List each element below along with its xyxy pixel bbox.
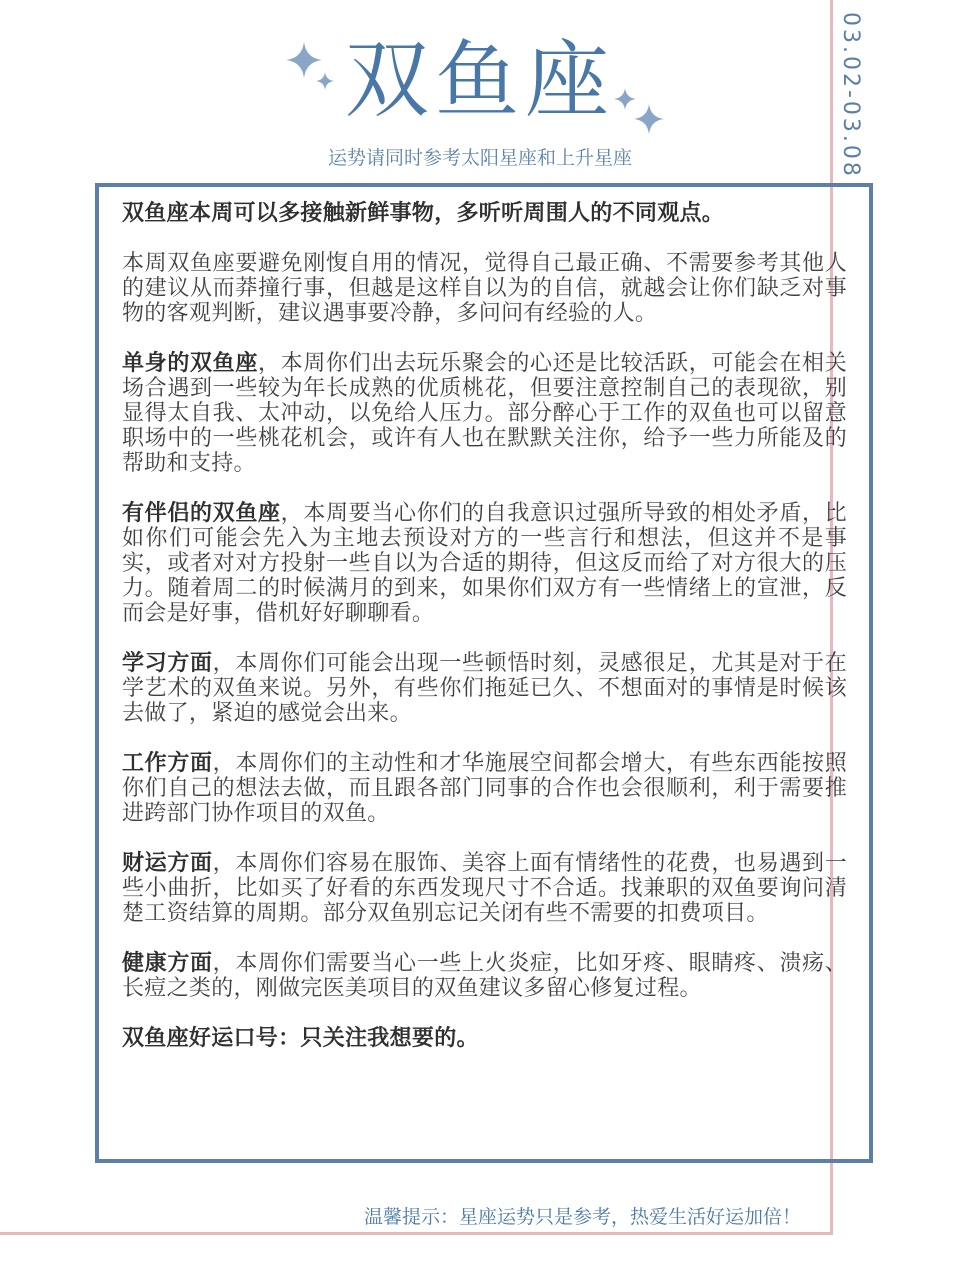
section-label: 有伴侣的双鱼座	[122, 501, 281, 526]
section-label: 工作方面	[122, 751, 213, 776]
intro-text: 双鱼座本周可以多接触新鲜事物，多听听周围人的不同观点。	[122, 201, 725, 226]
section-text: ，本周你们需要当心一些上火炎症，比如牙疼、眼睛疼、溃疡、长痘之类的，刚做完医美项目的双鱼建议多留心修复过程。	[122, 951, 847, 1001]
content-box	[95, 183, 873, 1163]
section-text: ，本周要当心你们的自我意识过强所导致的相处矛盾，比如你们可能会先入为主地去预设对方的一些言行和想法，但这并不是事实，或者对对方投射一些自以为合适的期待，但这反而给了对方很大的压力。随着周二的时候满月的到来，如果你们双方有一些情绪上的宣泄，反而会是好事，借机好好聊聊看。	[122, 501, 847, 626]
section-label: 财运方面	[122, 851, 213, 876]
section-text: ，本周你们出去玩乐聚会的心还是比较活跃，可能会在相关场合遇到一些较为年长成熟的优质桃花，但要注意控制自己的表现欲，别显得太自我、太冲动，以免给人压力。部分醉心于工作的双鱼也可以留意职场中的一些桃花机会，或许有人也在默默关注你，给予一些力所能及的帮助和支持。	[122, 351, 847, 476]
section-text: ，本周你们可能会出现一些顿悟时刻，灵感很足，尤其是对于在学艺术的双鱼来说。另外，有些你们拖延已久、不想面对的事情是时候该去做了，紧迫的感觉会出来。	[122, 651, 847, 726]
slogan-text: 双鱼座好运口号：只关注我想要的。	[122, 1026, 479, 1051]
section-wealth	[122, 851, 847, 926]
subtitle: 运势请同时参考太阳星座和上升星座	[327, 147, 632, 169]
section-couple	[122, 501, 847, 626]
section-text: ，本周你们容易在服饰、美容上面有情绪性的花费，也易遇到一些小曲折，比如买了好看的东西发现尺寸不合适。找兼职的双鱼要询问清楚工资结算的周期。部分双鱼别忘记关闭有些不需要的扣费项目。	[122, 851, 847, 926]
pink-horizontal-line	[0, 1232, 833, 1235]
general-text: 本周双鱼座要避免刚愎自用的情况，觉得自己最正确、不需要参考其他人的建议从而莽撞行事，但越是这样自以为的自信，就越会让你们缺乏对事物的客观判断，建议遇事要冷静，多问问有经验的人。	[122, 251, 847, 326]
section-health	[122, 951, 847, 1001]
section-label: 健康方面	[122, 951, 213, 976]
page-title: 双鱼座	[344, 31, 615, 129]
section-single	[122, 351, 847, 476]
section-label: 学习方面	[122, 651, 213, 676]
section-label: 单身的双鱼座	[122, 351, 259, 376]
section-text: ，本周你们的主动性和才华施展空间都会增大，有些东西能按照你们自己的想法去做，而且跟各部门同事的合作也会很顺利，利于需要推进跨部门协作项目的双鱼。	[122, 751, 847, 826]
section-work	[122, 751, 847, 826]
date-range: 03.02-03.08	[838, 12, 863, 179]
footer-tip: 温馨提示：星座运势只是参考，热爱生活好运加倍！	[364, 1206, 802, 1228]
section-study	[122, 651, 847, 726]
